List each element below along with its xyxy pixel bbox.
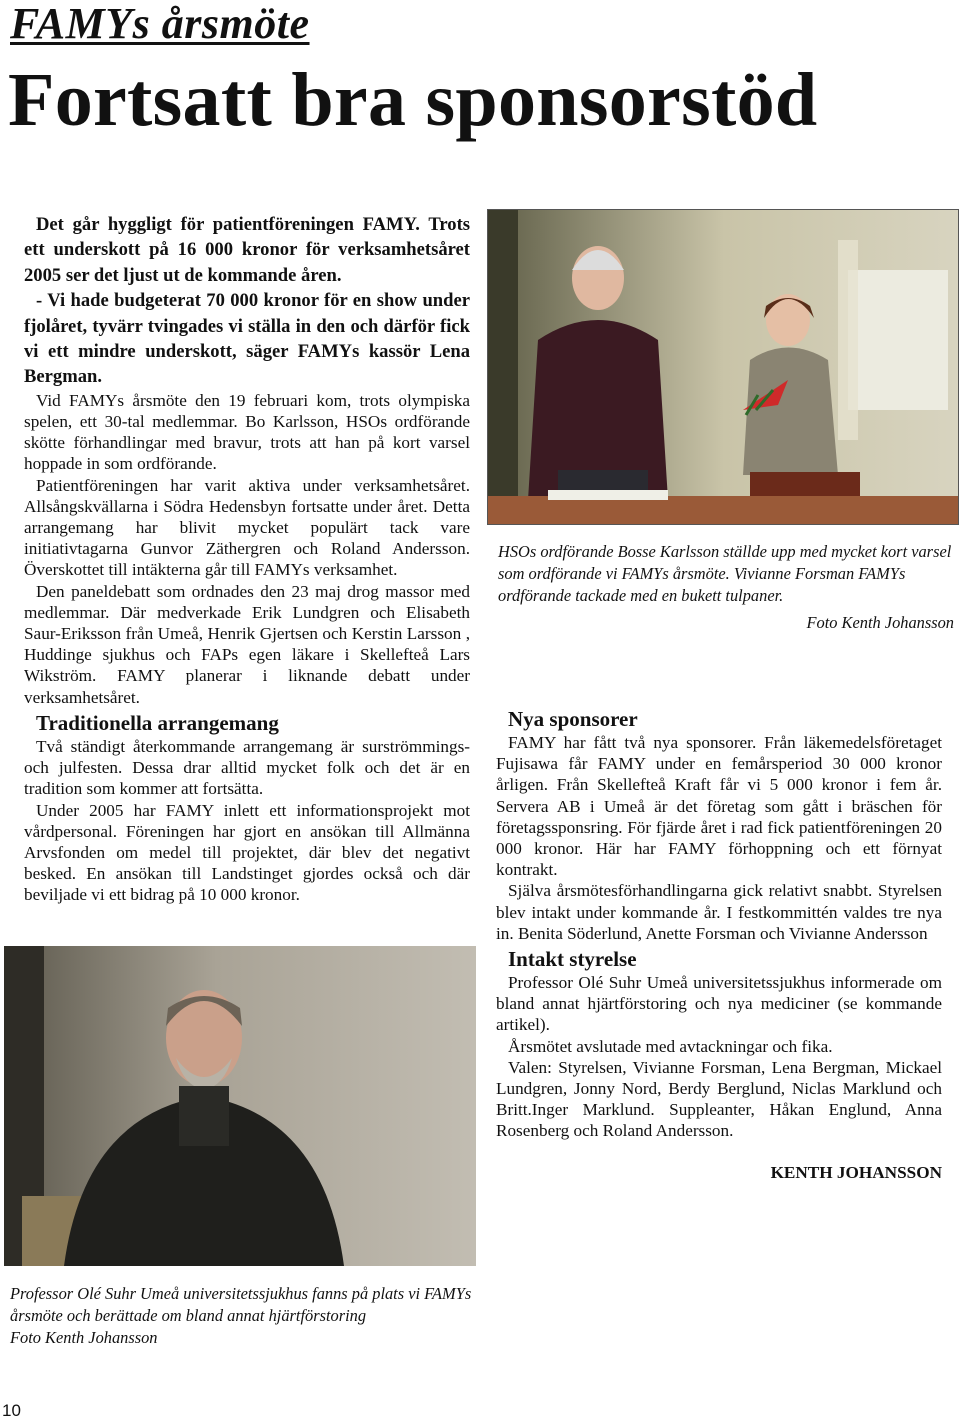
body-paragraph: Vid FAMYs årsmöte den 19 februari kom, trots olympiska spelen, ett 30-tal medlemmar. Bo Karlsson, HSOs ordförande skötte förhandlingar med bravur, trots att han på kort varsel hoppade in som ordförande. (24, 390, 470, 474)
body-paragraph: Den paneldebatt som ordnades den 23 maj drog massor med medlemmar. Där medverkade Erik Lundgren och Elisabeth Saur-Eriksson från Umeå, Henrik Gjertsen och Kerstin Larsson , Huddinge sjukhus och FAPs egen läkare i Skellefteå Lars Wikström. FAMY planerar i liknande debatt under verksamhetsåret. (24, 581, 470, 707)
right-column (496, 704, 942, 1183)
subheading-traditionella: Traditionella arrangemang (36, 710, 279, 735)
photo-caption (498, 541, 954, 634)
caption-text: HSOs ordförande Bosse Karlsson ställde upp med mycket kort varsel som ordförande vi FAMYs årsmöte. Vivianne Forsman FAMYs ordförande tackade med en bukett tulpaner. (498, 542, 952, 605)
quote-paragraph: - Vi hade budgeterat 70 000 kronor för en show under fjolåret, tyvärr tvingades vi ställa in den och därför fick vi ett mindre underskott, säger FAMYs kassör Lena Bergman. (24, 290, 470, 388)
body-paragraph: FAMY har fått två nya sponsorer. Från läkemedelsföretaget Fujisawa får FAMY under en femårsperiod 30 000 kronor årligen. Från Skellefteå Kraft får vi 5 000 kronor i fem år. Servera AB i Umeå är det företag som gått i bräschen för företagssponsring. För fjärde året i rad fick patientföreningen 20 000 kronor. Här har FAMY förhoppning och ett förnyat kontrakt. (496, 733, 942, 880)
photo-meeting (487, 209, 959, 525)
left-column (24, 212, 470, 906)
author-byline: KENTH JOHANSSON (770, 1162, 942, 1182)
body-paragraph: Professor Olé Suhr Umeå universitetssjukhus informerade om bland annat hjärtförstoring och nya mediciner (se kommande artikel). (496, 973, 942, 1035)
body-paragraph: Årsmötet avslutade med avtackningar och fika. (508, 1036, 833, 1056)
body-paragraph: Två ständigt återkommande arrangemang är surströmmings- och julfesten. Dessa drar alltid mycket folk och det är en tradition som kommer att fortsätta. (24, 736, 470, 799)
photo-caption (10, 1283, 480, 1348)
photo-credit: Foto Kenth Johansson (806, 613, 954, 633)
caption-text: Professor Olé Suhr Umeå universitetssjukhus fanns på plats vi FAMYs årsmöte och berättade om bland annat hjärtförstoring (10, 1284, 472, 1325)
body-paragraph: Själva årsmötesförhandlingarna gick relativt snabbt. Styrelsen blev intakt under kommande år. I festkommittén valdes tre nya in. Benita Söderlund, Anette Forsman och Vivianne Andersson (496, 881, 942, 943)
lead-paragraph: Det går hyggligt för patientföreningen FAMY. Trots ett underskott på 16 000 kronor för verksamhetsåret 2005 ser det ljust ut de kommande åren. (24, 214, 470, 286)
photo-professor (4, 946, 476, 1266)
body-paragraph: Patientföreningen har varit aktiva under verksamhetsåret. Allsångskvällarna i Södra Hedensbyn fortsatte under året. Detta arrangemang har blivit mycket populärt tack vare initiativtagarna Gunvor Zäthergren och Roland Andersson. Överskottet till intäkterna går till FAMYs verksamhet. (24, 475, 470, 580)
section-kicker: FAMYs årsmöte (10, 0, 310, 48)
body-paragraph: Under 2005 har FAMY inlett ett informationsprojekt mot vårdpersonal. Föreningen har gjort en ansökan till Allmänna Arvsfonden om medel till projektet, där blev det negativt besked. En ansökan till Landstinget gjordes också och där beviljade vi ett bidrag på 10 000 kronor. (24, 800, 470, 905)
photo-credit: Foto Kenth Johansson (10, 1327, 158, 1347)
page-title: Fortsatt bra sponsorstöd (8, 58, 818, 142)
page-number: 10 (2, 1401, 21, 1420)
body-paragraph: Valen: Styrelsen, Vivianne Forsman, Lena Bergman, Mickael Lundgren, Jonny Nord, Berdy Berglund, Niclas Marklund och Britt.Inger Marklund. Suppleanter, Håkan Englund, Anna Rosenberg och Roland Andersson. (496, 1057, 942, 1141)
subheading-intakt-styrelse: Intakt styrelse (508, 947, 637, 972)
subheading-nya-sponsorer: Nya sponsorer (508, 707, 638, 731)
